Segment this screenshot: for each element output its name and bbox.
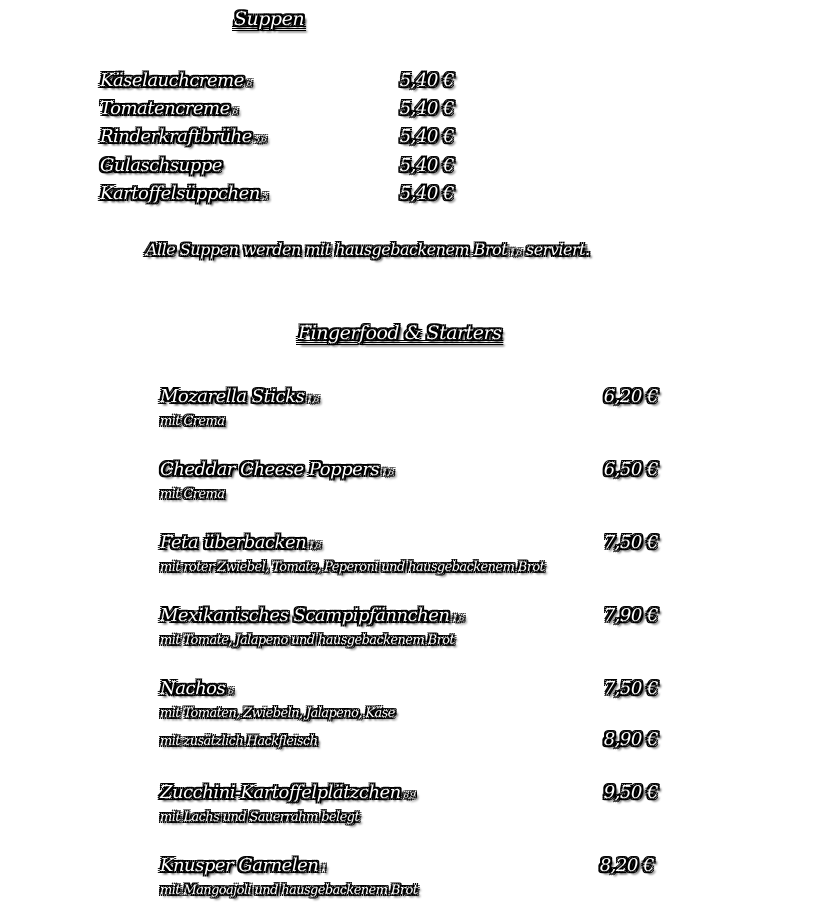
dish-name: Mexikanisches Scampipfännchen 1,6 [160,605,464,626]
dish-description: mit Lachs und Sauerrahm belegt [160,810,360,825]
soup-name: Kartoffelsüppchen 5 [100,183,268,204]
dish-description: mit roter Zwiebel, Tomate, Peperoni und hausgebackenem Brot [160,560,545,575]
dish-name: Nachos 6 [160,678,233,699]
dish-name: Cheddar Cheese Poppers 1,6 [160,459,394,480]
dish-name: Knusper Garnelen 1 [160,855,326,876]
starters-heading: Fingerfood & Starters [298,322,502,344]
soup-name: Tomatencreme 6 [100,98,238,119]
soup-name: Gulaschsuppe [100,155,222,176]
dish-description: mit Tomaten, Zwiebeln, Jalapeno, Käse [160,706,395,721]
dish-extra-price: 8,90 € [603,729,658,750]
dish-price: 9,50 € [603,782,658,803]
dish-name: Mozarella Sticks 1,6 [160,386,319,407]
dish-description: mit Crema [160,487,225,502]
dish-name: Zucchini-Kartoffelplätzchen 6,9 [160,782,416,803]
dish-price: 7,50 € [603,532,658,553]
dish-name: Feta überbacken 1,6 [160,532,321,553]
dish-price: 6,50 € [603,459,658,480]
dish-price: 7,50 € [603,678,658,699]
soup-price: 5,40 € [399,70,454,91]
dish-price: 6,20 € [603,386,658,407]
soup-price: 5,40 € [399,126,454,147]
soups-heading: Suppen [234,8,305,30]
soups-note: Alle Suppen werden mit hausgebackenem Brot 1,6 serviert. [146,240,590,259]
soup-price: 5,40 € [399,183,454,204]
dish-description: mit Tomate, Jalapeno und hausgebackenem Brot [160,633,455,648]
dish-price: 7,90 € [603,605,658,626]
soup-price: 5,40 € [399,98,454,119]
dish-description: mit Crema [160,414,225,429]
soup-name: Käselauchcreme 6 [100,70,252,91]
soup-name: Rinderkraftbrühe 5,6 [100,126,267,147]
dish-description: mit Mangoajoli und hausgebackenem Brot [160,883,418,898]
soup-price: 5,40 € [399,155,454,176]
dish-price: 8,20 € [599,855,654,876]
dish-extra-label: mit zusätzlich Hackfleisch [160,734,318,749]
